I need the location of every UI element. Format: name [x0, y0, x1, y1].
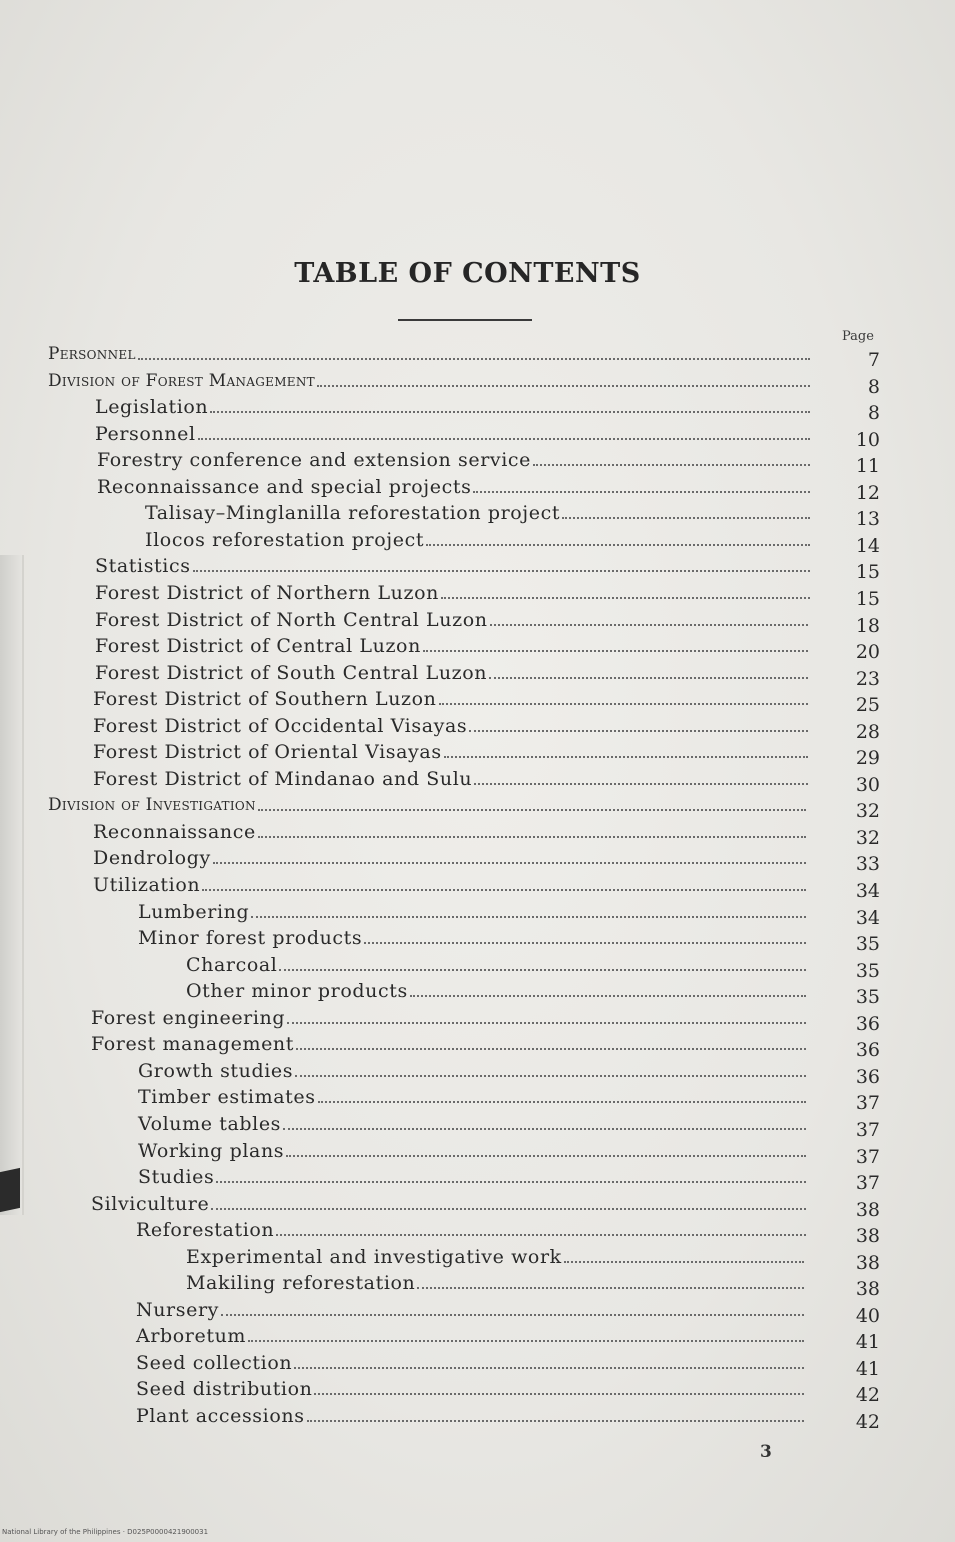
toc-entry-page: 7 — [867, 349, 880, 371]
toc-entry — [93, 846, 806, 870]
toc-entry — [93, 687, 808, 711]
toc-entry — [136, 1218, 806, 1242]
scan-footer: National Library of the Philippines · D025P0000421900031 — [2, 1528, 209, 1536]
toc-entry — [186, 1271, 804, 1295]
toc-entry — [136, 1377, 804, 1401]
binding-shadow — [0, 555, 24, 1215]
toc-entry — [95, 422, 810, 446]
dot-leader — [193, 569, 810, 572]
toc-entry — [95, 581, 810, 605]
dot-leader — [489, 676, 808, 679]
toc-entry — [138, 900, 806, 924]
page-title: TABLE OF CONTENTS — [294, 258, 641, 289]
dot-leader — [211, 1207, 806, 1210]
toc-entry-page: 8 — [867, 402, 880, 425]
toc-entry — [48, 369, 810, 393]
toc-entry-title: Timber estimates — [138, 1086, 316, 1109]
page-number: 3 — [760, 1442, 772, 1462]
toc-entry-title: Seed collection — [136, 1351, 293, 1374]
dot-leader — [307, 1419, 804, 1422]
toc-entry-page: 28 — [855, 720, 880, 743]
toc-entry-title: Seed distribution — [136, 1378, 313, 1401]
toc-entry-title: Personnel — [95, 422, 196, 445]
toc-entry-title: Forestry conference and extension service — [97, 449, 531, 472]
toc-entry-title: Forest District of South Central Luzon — [95, 661, 488, 684]
toc-entry — [138, 1085, 806, 1109]
toc-entry-title: Forest District of Northern Luzon — [95, 581, 439, 604]
toc-entry — [91, 1192, 806, 1216]
dot-leader — [295, 1074, 806, 1077]
toc-entry-title: Forest District of North Central Luzon — [95, 608, 488, 631]
toc-entry-page: 34 — [855, 906, 880, 929]
toc-entry-title: Utilization — [93, 874, 201, 896]
dot-leader — [251, 915, 806, 918]
toc-entry-title: Legislation — [95, 396, 209, 419]
dot-leader — [202, 888, 806, 891]
toc-entry-title: Division of Investigation — [48, 795, 256, 816]
toc-entry-title: Volume tables — [138, 1112, 282, 1135]
dot-leader — [473, 490, 810, 493]
toc-entry-title: Charcoal — [186, 953, 278, 976]
dot-leader — [210, 410, 810, 413]
toc-entry-title: Statistics — [95, 555, 191, 578]
toc-entry-title: Reconnaissance and special projects — [97, 475, 472, 498]
toc-entry — [95, 554, 810, 578]
toc-entry — [138, 1139, 806, 1163]
toc-entry-title: Forest management — [91, 1033, 294, 1056]
toc-entry — [93, 820, 806, 844]
dot-leader — [426, 543, 810, 546]
toc-entry-title: Other minor products — [186, 980, 408, 1003]
toc-entry-page: 41 — [855, 1331, 880, 1354]
toc-entry — [186, 979, 806, 1003]
toc-entry-title: Forest engineering — [91, 1006, 286, 1029]
toc-entry-page: 38 — [855, 1225, 880, 1248]
dot-leader — [283, 1127, 806, 1130]
dot-leader — [441, 596, 810, 599]
dot-leader — [317, 384, 810, 387]
toc-entry-page: 32 — [855, 826, 880, 849]
dot-leader — [287, 1021, 806, 1024]
toc-entry-title: Ilocos reforestation project — [145, 528, 425, 551]
toc-entry-page: 38 — [855, 1198, 880, 1221]
dot-leader — [439, 702, 808, 705]
binding-tab — [0, 1168, 20, 1212]
toc-entry — [95, 634, 808, 658]
toc-entry-title: Forest District of Mindanao and Sulu — [93, 767, 473, 790]
dot-leader — [258, 835, 806, 838]
toc-entry-page: 34 — [855, 880, 880, 902]
dot-leader — [410, 994, 806, 997]
dot-leader — [296, 1047, 806, 1050]
toc-entry-title: Reconnaissance — [93, 820, 256, 843]
dot-leader — [444, 755, 808, 758]
toc-entry — [136, 1298, 804, 1322]
toc-entry-page: 30 — [855, 773, 880, 796]
toc-entry-title: Minor forest products — [138, 927, 363, 950]
toc-entry — [95, 608, 808, 632]
toc-entry-title: Growth studies — [138, 1059, 294, 1082]
toc-entry — [186, 1245, 804, 1269]
dot-leader — [294, 1366, 804, 1369]
dot-leader — [490, 623, 808, 626]
toc-entry-page: 8 — [867, 375, 880, 398]
toc-entry-page: 36 — [855, 1065, 880, 1088]
toc-entry-title: Talisay–Minglanilla reforestation project — [145, 502, 561, 525]
toc-entry — [91, 1032, 806, 1056]
toc-entry — [97, 475, 810, 499]
toc-entry-page: 37 — [855, 1092, 880, 1115]
toc-entry-page: 42 — [855, 1411, 880, 1433]
toc-entry-page: 23 — [855, 667, 880, 690]
dot-leader — [216, 1180, 806, 1183]
toc-entry-page: 15 — [855, 587, 880, 610]
toc-entry-page: 18 — [855, 614, 880, 637]
toc-entry-page: 25 — [855, 694, 880, 717]
toc-entry-title: Silviculture — [91, 1192, 210, 1215]
toc-entry — [93, 873, 806, 897]
toc-entry-page: 20 — [855, 641, 880, 664]
toc-entry — [138, 1112, 806, 1136]
toc-entry-page: 35 — [855, 959, 880, 982]
toc-entry-title: Studies — [138, 1166, 215, 1189]
toc-entry-page: 12 — [855, 481, 880, 504]
toc-entry-page: 33 — [855, 853, 880, 876]
toc-entry-page: 38 — [855, 1278, 880, 1301]
dot-leader — [564, 1260, 804, 1263]
toc-entry-title: Reforestation — [136, 1219, 275, 1242]
dot-leader — [248, 1339, 804, 1342]
toc-entry-page: 41 — [855, 1357, 880, 1380]
toc-entry — [145, 501, 810, 525]
toc-entry-title: Experimental and investigative work — [186, 1245, 562, 1268]
dot-leader — [221, 1313, 804, 1316]
toc-entry — [97, 448, 810, 472]
toc-entry-page: 10 — [855, 428, 880, 451]
toc-entry — [145, 528, 810, 552]
dot-leader — [138, 357, 810, 360]
dot-leader — [364, 941, 806, 944]
toc-entry-page: 32 — [855, 800, 880, 823]
dot-leader — [318, 1100, 806, 1103]
toc-entry-page: 37 — [855, 1172, 880, 1195]
dot-leader — [533, 463, 810, 466]
toc-entry-page: 37 — [855, 1118, 880, 1141]
toc-entry-title: Dendrology — [93, 847, 211, 870]
toc-entry-page: 42 — [855, 1384, 880, 1407]
toc-entry-page: 36 — [855, 1012, 880, 1035]
toc-entry — [91, 1006, 806, 1030]
dot-leader — [423, 649, 808, 652]
toc-entry-page: 35 — [855, 986, 880, 1009]
toc-entry-page: 37 — [855, 1145, 880, 1168]
toc-entry-title: Division of Forest Management — [48, 370, 315, 391]
dot-leader — [279, 968, 806, 971]
page-column-label: Page — [842, 329, 874, 344]
toc-entry — [136, 1324, 804, 1348]
toc-entry-page: 40 — [855, 1304, 880, 1327]
toc-entry-title: Forest District of Southern Luzon — [93, 688, 437, 711]
toc-entry-title: Forest District of Central Luzon — [95, 635, 421, 658]
dot-leader — [286, 1154, 806, 1157]
toc-entry — [93, 767, 808, 791]
toc-entry-title: Arboretum — [136, 1325, 247, 1348]
toc-entry — [136, 1351, 804, 1375]
toc-entry-title: Makiling reforestation — [186, 1272, 416, 1295]
toc-entry — [138, 1059, 806, 1083]
toc-entry-page: 36 — [855, 1039, 880, 1062]
toc-entry-title: Working plans — [138, 1139, 285, 1162]
dot-leader — [314, 1392, 804, 1395]
dot-leader — [258, 808, 806, 811]
toc-entry-page: 38 — [855, 1251, 880, 1274]
toc-entry-title: Forest District of Oriental Visayas — [93, 741, 442, 764]
dot-leader — [469, 729, 808, 732]
toc-entry-page: 11 — [855, 455, 880, 478]
dot-leader — [474, 782, 808, 785]
toc-entry-title: Plant accessions — [136, 1405, 305, 1427]
toc-entry-title: Lumbering — [138, 900, 250, 923]
toc-entry — [93, 740, 808, 764]
toc-entry — [95, 395, 810, 419]
toc-entry — [186, 953, 806, 977]
dot-leader — [198, 437, 810, 440]
toc-entry-page: 13 — [855, 508, 880, 531]
toc-entry-title: Personnel — [48, 344, 136, 364]
toc-entry — [138, 1165, 806, 1189]
toc-entry-page: 14 — [855, 534, 880, 557]
toc-entry — [48, 342, 810, 366]
toc-entry — [95, 661, 808, 685]
toc-entry — [93, 714, 808, 738]
toc-entry-title: Forest District of Occidental Visayas — [93, 714, 468, 737]
title-rule — [398, 319, 532, 321]
toc-entry-title: Nursery — [136, 1298, 219, 1321]
toc-entry — [136, 1404, 804, 1428]
dot-leader — [562, 516, 810, 519]
toc-entry — [48, 793, 806, 817]
toc-entry-page: 15 — [855, 561, 880, 584]
dot-leader — [276, 1233, 806, 1236]
toc-entry-page: 35 — [855, 933, 880, 956]
dot-leader — [417, 1286, 804, 1289]
toc-entry-page: 29 — [855, 747, 880, 770]
toc-entry — [138, 926, 806, 950]
dot-leader — [213, 861, 806, 864]
